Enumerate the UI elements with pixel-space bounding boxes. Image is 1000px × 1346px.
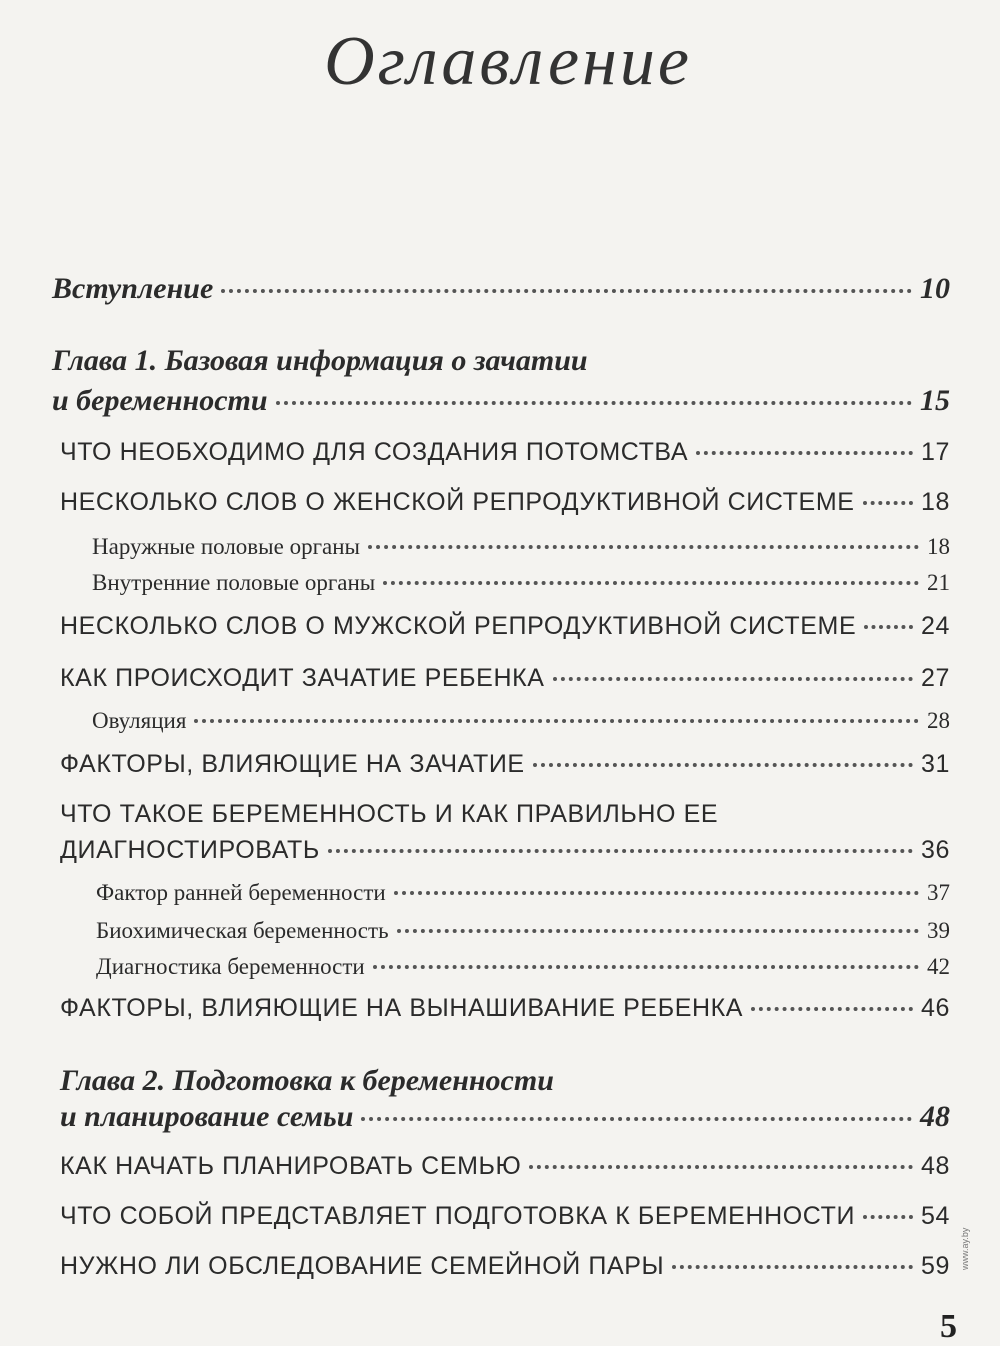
leader-dots [397,927,919,933]
leader-dots [383,579,919,585]
toc-page-number: 59 [920,1252,950,1280]
toc-label: НЕСКОЛЬКО СЛОВ О ЖЕНСКОЙ РЕПРОДУКТИВНОЙ СИСТЕМЕ [60,488,855,516]
toc-label: Фактор ранней беременности [96,880,386,905]
toc-label: Диагностика беременности [96,954,365,979]
toc-entry-section [60,612,950,652]
toc-entry-intro [52,272,950,312]
toc-entry-chapter [52,384,950,424]
toc-label: Внутренние половые органы [92,570,376,595]
toc-page-number: 48 [920,1152,950,1180]
toc-page-number: 37 [927,880,950,905]
toc-page-number: 54 [920,1202,950,1230]
toc-label: НЕСКОЛЬКО СЛОВ О МУЖСКОЙ РЕПРОДУКТИВНОЙ СИСТЕМЕ [60,612,857,640]
toc-entry-subsection [92,570,950,610]
leader-dots [672,1263,913,1269]
toc-entry-section [60,1152,950,1192]
toc-page-number: 24 [920,612,950,640]
toc-label: ЧТО НЕОБХОДИМО ДЛЯ СОЗДАНИЯ ПОТОМСТВА [60,438,689,466]
leader-dots [863,499,913,505]
toc-label: ДИАГНОСТИРОВАТЬ [60,836,320,864]
toc-entry-subsection [96,918,950,958]
leader-dots [394,889,919,895]
leader-dots [276,399,912,405]
toc-label: Вступление [52,272,214,305]
toc-label: и беременности [52,384,268,417]
toc-entry-subsection [92,708,950,748]
toc-entry-section [60,488,950,528]
toc-entry-chapter [60,1100,950,1140]
leader-dots [863,1213,913,1219]
chapter-heading-line1: Глава 2. Подготовка к беременности [60,1064,554,1097]
leader-dots [328,847,913,853]
leader-dots [373,963,919,969]
toc-label: и планирование семьи [60,1100,354,1133]
leader-dots [221,287,912,293]
toc-page-number: 48 [920,1100,950,1133]
toc-page-number: 31 [920,750,950,778]
leader-dots [368,543,919,549]
toc-page-number: 18 [927,534,950,559]
toc-label: НУЖНО ЛИ ОБСЛЕДОВАНИЕ СЕМЕЙНОЙ ПАРЫ [60,1252,665,1280]
toc-page-number: 28 [927,708,950,733]
section-heading-line1: ЧТО ТАКОЕ БЕРЕМЕННОСТЬ И КАК ПРАВИЛЬНО ЕЕ [60,800,719,828]
leader-dots [194,717,919,723]
leader-dots [553,675,913,681]
toc-entry-section [60,994,950,1034]
toc-entry-section [60,438,950,478]
toc-page-number: 27 [920,664,950,692]
toc-label: ЧТО СОБОЙ ПРЕДСТАВЛЯЕТ ПОДГОТОВКА К БЕРЕМЕННОСТИ [60,1202,856,1230]
toc-label: Биохимическая беременность [96,918,389,943]
toc-page-number: 21 [927,570,950,595]
toc-page-number: 46 [920,994,950,1022]
page-title: Оглавление [324,23,692,100]
toc-entry-subsection [96,880,950,920]
toc-label: ФАКТОРЫ, ВЛИЯЮЩИЕ НА ЗАЧАТИЕ [60,750,525,778]
toc-page-number: 10 [920,272,950,305]
toc-page-number: 36 [920,836,950,864]
toc-page-number: 18 [920,488,950,516]
leader-dots [533,761,913,767]
toc-entry-subsection [92,534,950,574]
toc-label: КАК НАЧАТЬ ПЛАНИРОВАТЬ СЕМЬЮ [60,1152,522,1180]
leader-dots [361,1115,912,1121]
leader-dots [696,449,913,455]
toc-label: Наружные половые органы [92,534,360,559]
toc-entry-section [60,1202,950,1242]
toc-entry-section [60,750,950,790]
watermark: www.ay.by [960,1227,970,1270]
toc-entry-section [60,1252,950,1292]
toc-page-number: 42 [927,954,950,979]
leader-dots [864,623,913,629]
chapter-heading-line1: Глава 1. Базовая информация о зачатии [52,344,588,377]
page-folio-number: 5 [940,1308,957,1345]
toc-entry-subsection [96,954,950,994]
leader-dots [529,1163,913,1169]
toc-page-number: 15 [920,384,950,417]
toc-entry-section [60,836,950,876]
toc-page-number: 17 [920,438,950,466]
toc-label: КАК ПРОИСХОДИТ ЗАЧАТИЕ РЕБЕНКА [60,664,545,692]
toc-entry-section [60,664,950,704]
toc-page-number: 39 [927,918,950,943]
toc-label: ФАКТОРЫ, ВЛИЯЮЩИЕ НА ВЫНАШИВАНИЕ РЕБЕНКА [60,994,744,1022]
leader-dots [751,1005,913,1011]
toc-label: Овуляция [92,708,187,733]
